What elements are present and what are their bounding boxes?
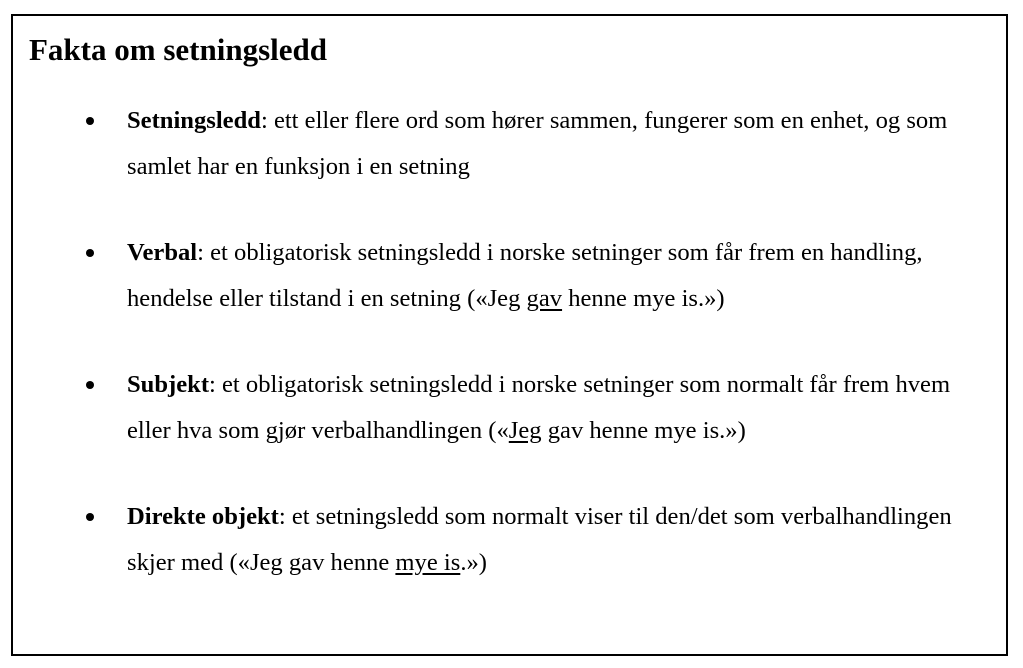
bullet-icon: [86, 513, 94, 521]
example-before: («Jeg: [467, 285, 527, 312]
definition-text: ett eller flere ord som hører sammen, fungerer som en enhet, og som samlet har en funksjon i en setning: [127, 107, 948, 180]
definition-text: et setningsledd som normalt viser til den/det som verbalhandlingen skjer med: [127, 503, 952, 576]
example-after: gav henne mye is.»): [541, 417, 746, 444]
example-after: henne mye is.»): [562, 285, 725, 312]
list-item-setningsledd: [13, 98, 1006, 190]
box-title: Fakta om setningsledd: [29, 32, 327, 67]
bullet-icon: [86, 117, 94, 125]
example-before: («: [488, 417, 509, 444]
list-item-subjekt: [13, 362, 1006, 454]
list-item-direkte-objekt: [13, 494, 1006, 586]
example-after: .»): [460, 549, 487, 576]
definition-text: et obligatorisk setningsledd i norske setninger som får frem en handling, hendelse eller tilstand i en setning: [127, 239, 923, 312]
fact-box: [11, 14, 1008, 656]
bullet-icon: [86, 381, 94, 389]
term-label: Direkte objekt: [127, 503, 279, 530]
example-underlined: Jeg: [508, 417, 542, 444]
bullet-icon: [86, 249, 94, 257]
term-colon: :: [209, 371, 222, 398]
term-colon: :: [197, 239, 211, 266]
fact-list: [13, 98, 1006, 586]
term-colon: :: [278, 503, 292, 530]
example-underlined: mye is: [395, 549, 461, 576]
term-label: Setningsledd: [127, 107, 261, 134]
term-label: Subjekt: [127, 371, 210, 398]
definition-text: et obligatorisk setningsledd i norske setninger som normalt får frem hvem eller hva som gjør verbalhandlingen: [127, 371, 951, 444]
list-item-verbal: [13, 230, 1006, 322]
example-before: («Jeg gav henne: [229, 549, 396, 576]
term-label: Verbal: [127, 239, 198, 266]
term-colon: :: [260, 107, 274, 134]
example-underlined: gav: [526, 285, 563, 312]
